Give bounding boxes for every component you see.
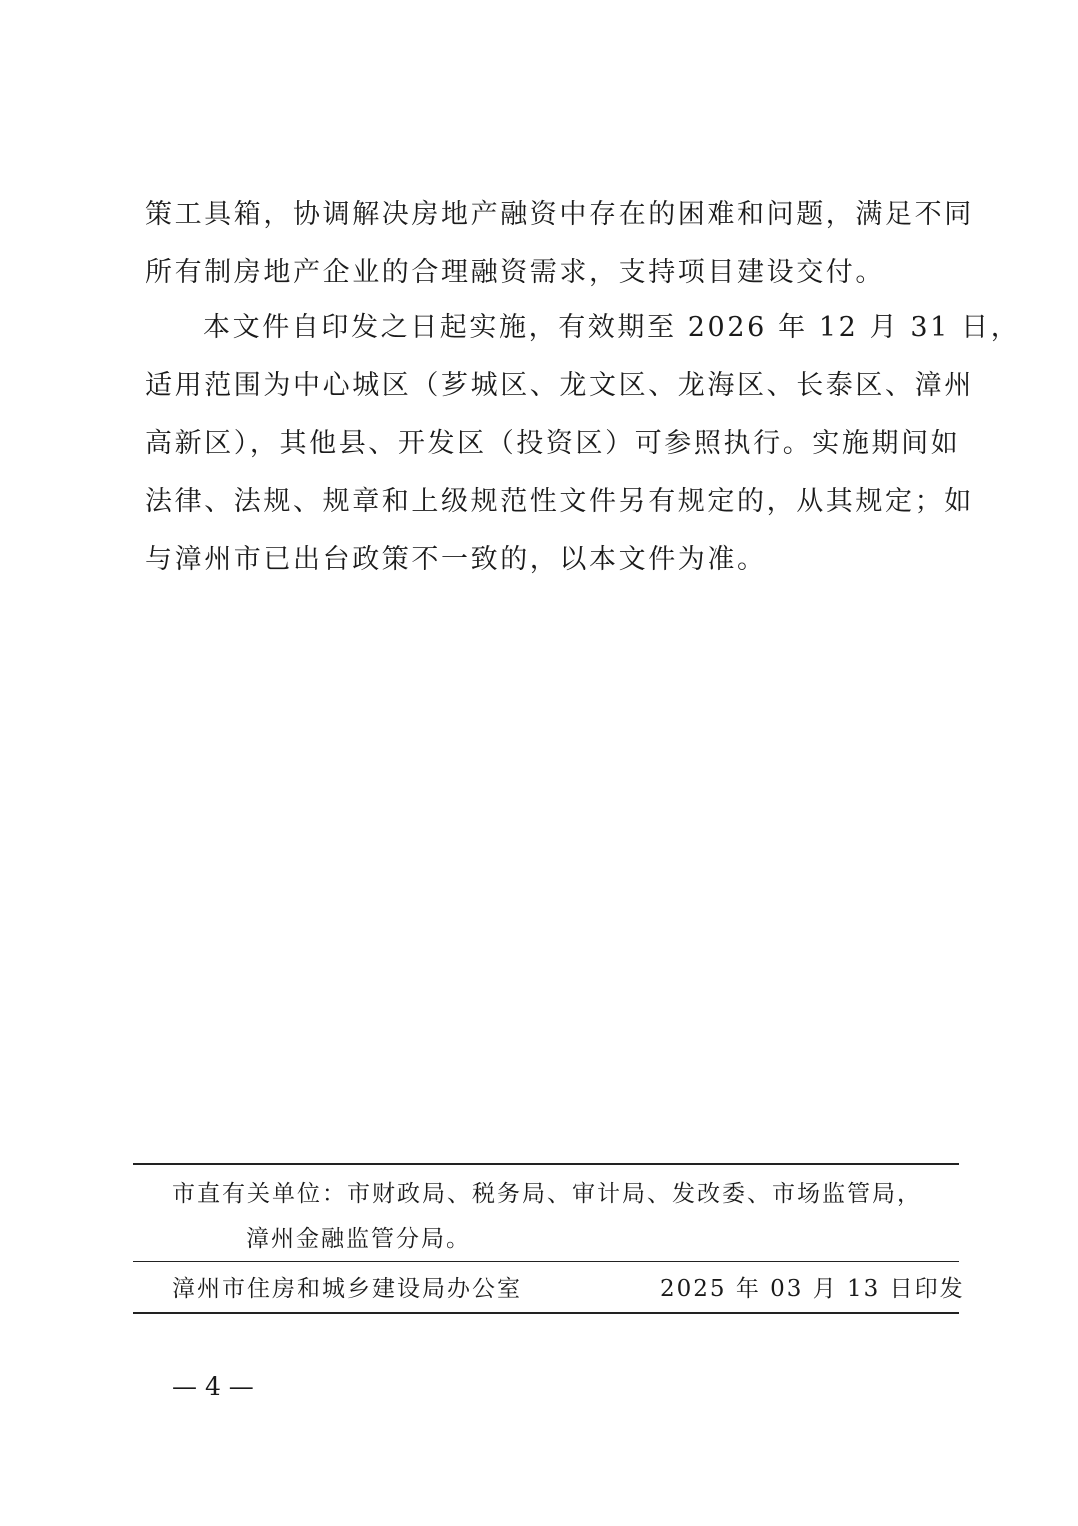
paragraph-line: 本文件自印发之日起实施，有效期至 2026 年 12 月 31 日， xyxy=(203,312,1021,343)
paragraph-line: 策工具箱，协调解决房地产融资中存在的困难和问题，满足不同 xyxy=(145,199,974,230)
body-paragraph-1 xyxy=(145,186,974,302)
paragraph-line: 与漳州市已出台政策不一致的，以本文件为准。 xyxy=(145,544,767,575)
paragraph-line: 法律、法规、规章和上级规范性文件另有规定的，从其规定；如 xyxy=(145,486,974,517)
issue-date: 2025 年 03 月 13 日印发 xyxy=(660,1276,965,1302)
footer-middle-rule xyxy=(133,1261,959,1262)
cc-recipients-line-2: 漳州金融监管分局。 xyxy=(246,1226,471,1252)
page-number: — 4 — xyxy=(172,1372,254,1401)
paragraph-line: 所有制房地产企业的合理融资需求，支持项目建设交付。 xyxy=(145,257,885,288)
issuing-office: 漳州市住房和城乡建设局办公室 xyxy=(172,1276,522,1302)
footer-top-rule xyxy=(133,1163,959,1165)
paragraph-line: 高新区），其他县、开发区（投资区）可参照执行。实施期间如 xyxy=(145,428,961,459)
cc-recipients-line-1: 市直有关单位：市财政局、税务局、审计局、发改委、市场监管局， xyxy=(172,1181,922,1207)
paragraph-line: 适用范围为中心城区（芗城区、龙文区、龙海区、长泰区、漳州 xyxy=(145,370,974,401)
body-paragraph-2 xyxy=(145,299,1021,589)
footer-bottom-rule xyxy=(133,1312,959,1314)
